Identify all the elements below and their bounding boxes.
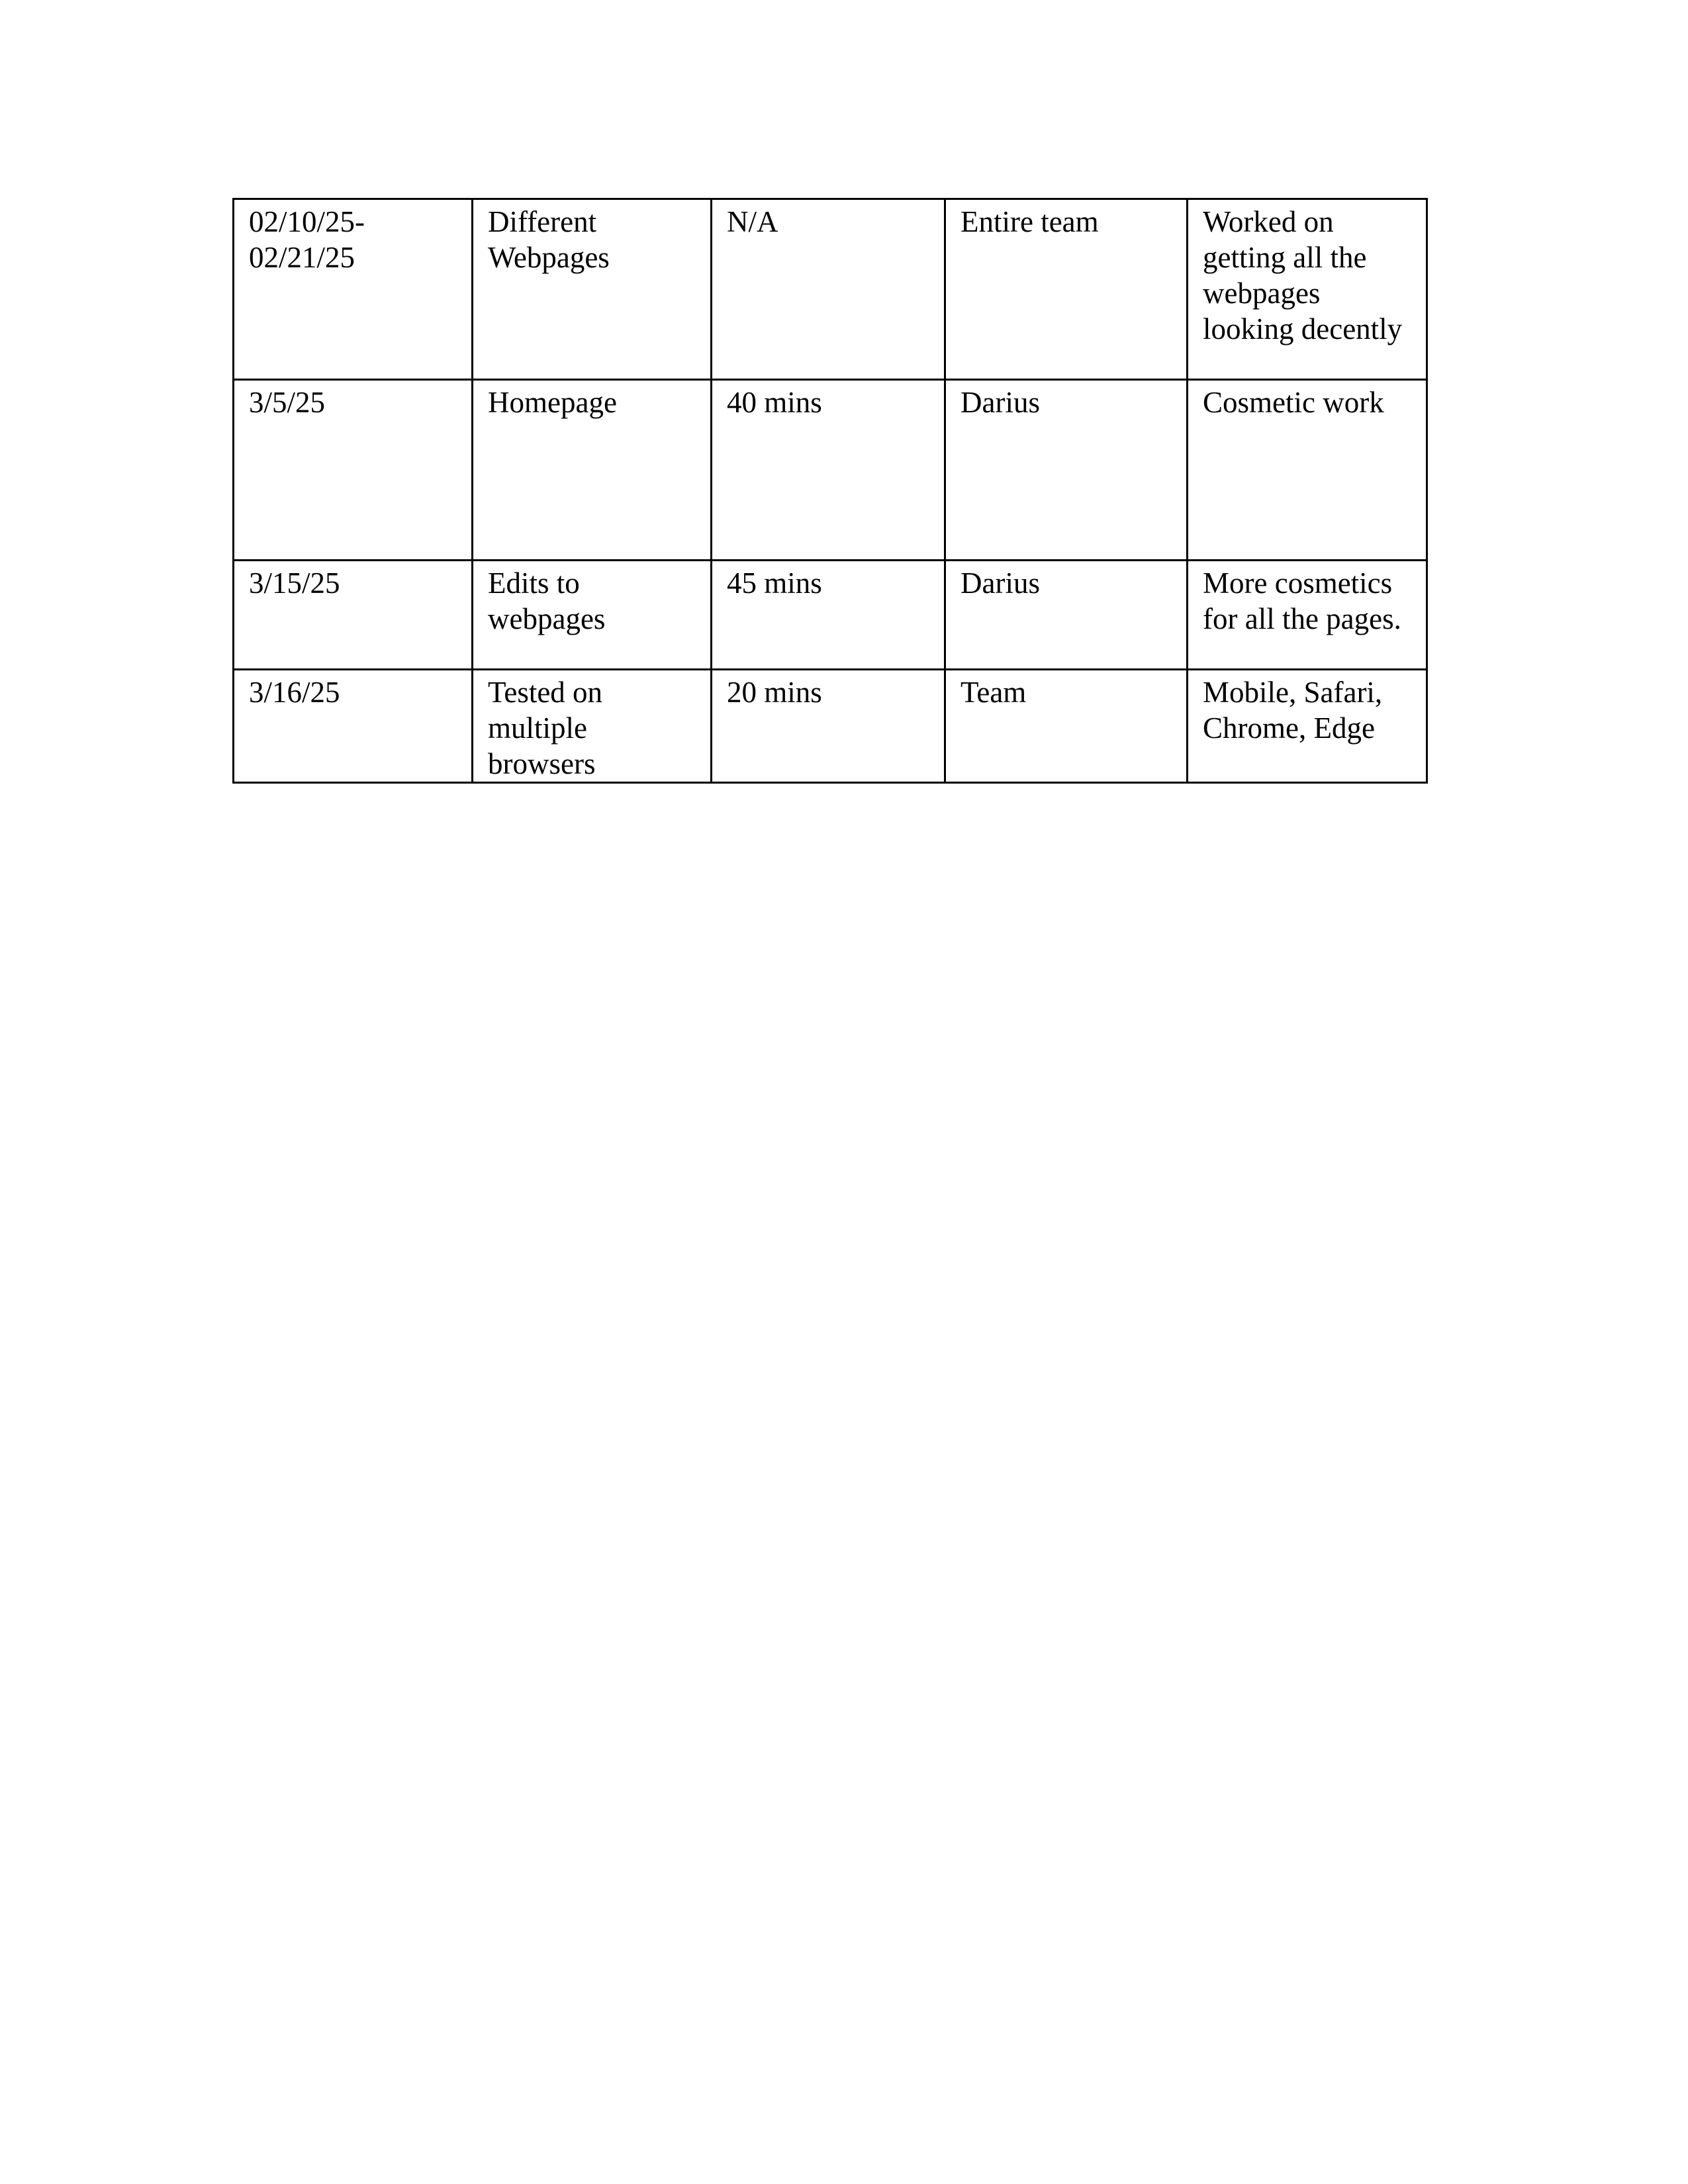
date-cell: 02/10/25-02/21/25 — [234, 199, 473, 380]
member-cell: Entire team — [945, 199, 1188, 380]
member-cell: Team — [945, 670, 1188, 783]
notes-cell: Mobile, Safari, Chrome, Edge — [1188, 670, 1427, 783]
task-cell: Tested on multiple browsers — [473, 670, 712, 783]
time-cell: 40 mins — [712, 380, 945, 561]
time-cell: 45 mins — [712, 561, 945, 670]
member-cell: Darius — [945, 561, 1188, 670]
task-cell: Edits to webpages — [473, 561, 712, 670]
date-cell: 3/5/25 — [234, 380, 473, 561]
table-row — [234, 561, 1427, 670]
date-cell: 3/16/25 — [234, 670, 473, 783]
notes-cell: Cosmetic work — [1188, 380, 1427, 561]
table-row — [234, 670, 1427, 783]
task-cell: Different Webpages — [473, 199, 712, 380]
time-cell: 20 mins — [712, 670, 945, 783]
notes-cell: More cosmetics for all the pages. — [1188, 561, 1427, 670]
table-row — [234, 380, 1427, 561]
task-cell: Homepage — [473, 380, 712, 561]
notes-cell: Worked on getting all the webpages looking decently — [1188, 199, 1427, 380]
date-cell: 3/15/25 — [234, 561, 473, 670]
member-cell: Darius — [945, 380, 1188, 561]
table-row — [234, 199, 1427, 380]
work-log-table — [232, 198, 1428, 784]
time-cell: N/A — [712, 199, 945, 380]
